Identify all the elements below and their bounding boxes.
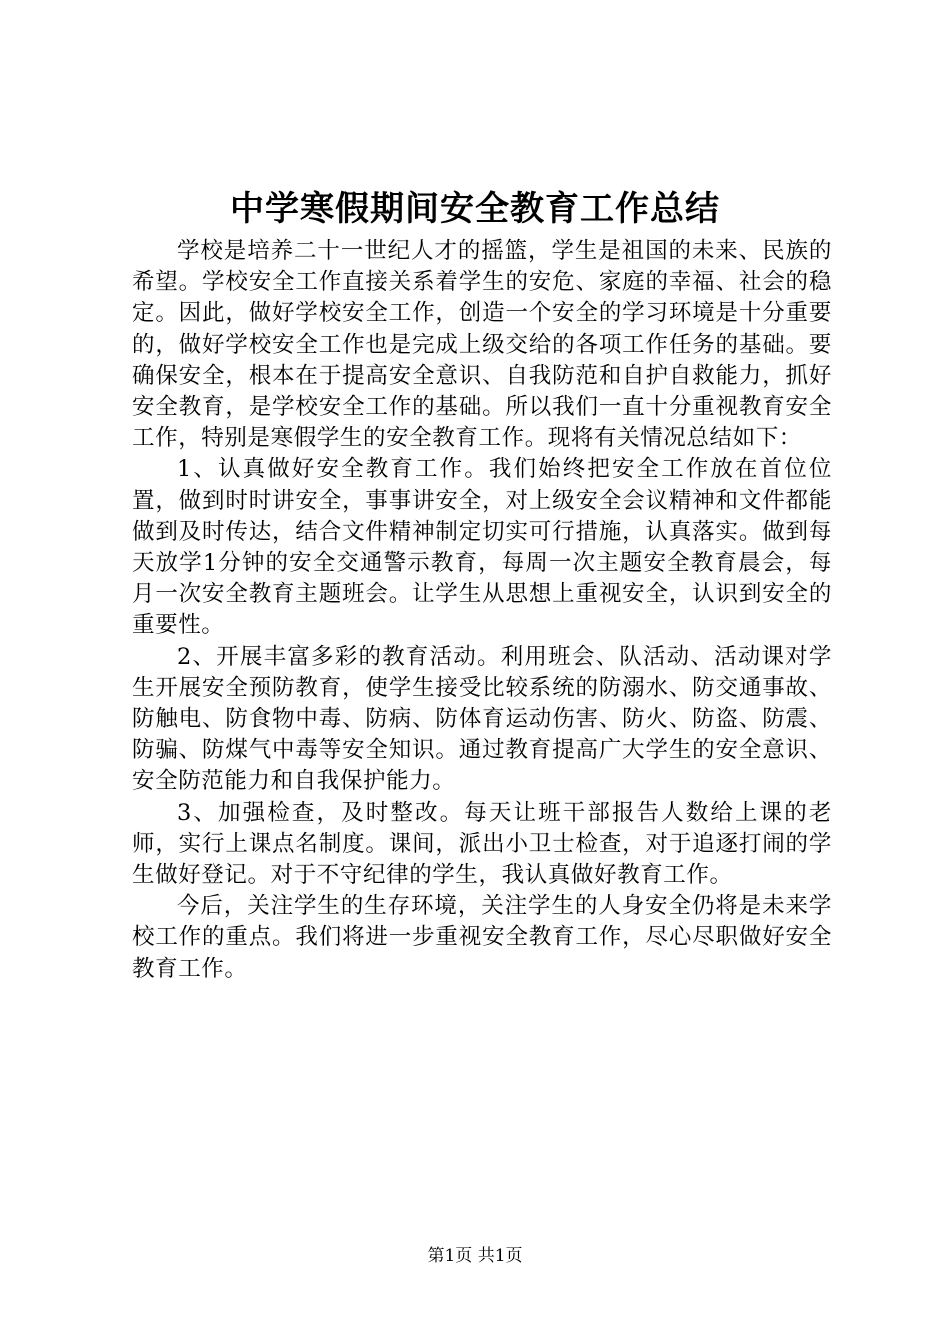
paragraph-point-2: 2、开展丰富多彩的教育活动。利用班会、队活动、活动课对学生开展安全预防教育，使学生接受比较系统的防溺水、防交通事故、防触电、防食物中毒、防病、防体育运动伤害、防火、防盗、防震、防骗、防煤气中毒等安全知识。通过教育提高广大学生的安全意识、安全防范能力和自我保护能力。 <box>132 643 832 795</box>
paragraph-conclusion: 今后，关注学生的生存环境，关注学生的人身安全仍将是未来学校工作的重点。我们将进一步重视安全教育工作，尽心尽职做好安全教育工作。 <box>132 893 832 982</box>
document-body <box>132 236 832 985</box>
page-footer: 第1页 共1页 <box>427 1246 523 1266</box>
paragraph-point-3: 3、加强检查，及时整改。每天让班干部报告人数给上课的老师，实行上课点名制度。课间，派出小卫士检查，对于追逐打闹的学生做好登记。对于不守纪律的学生，我认真做好教育工作。 <box>132 799 832 889</box>
paragraph-point-1: 1、认真做好安全教育工作。我们始终把安全工作放在首位位置，做到时时讲安全，事事讲安全，对上级安全会议精神和文件都能做到及时传达，结合文件精神制定切实可行措施，认真落实。做到每天放学1分钟的安全交通警示教育，每周一次主题安全教育晨会，每月一次安全教育主题班会。让学生从思想上重视安全，认识到安全的重要性。 <box>132 456 832 639</box>
document-title: 中学寒假期间安全教育工作总结 <box>230 189 720 229</box>
paragraph-intro: 学校是培养二十一世纪人才的摇篮，学生是祖国的未来、民族的希望。学校安全工作直接关系着学生的安危、家庭的幸福、社会的稳定。因此，做好学校安全工作，创造一个安全的学习环境是十分重要的，做好学校安全工作也是完成上级交给的各项工作任务的基础。要确保安全，根本在于提高安全意识、自我防范和自护自救能力，抓好安全教育，是学校安全工作的基础。所以我们一直十分重视教育安全工作，特别是寒假学生的安全教育工作。现将有关情况总结如下： <box>132 238 832 452</box>
